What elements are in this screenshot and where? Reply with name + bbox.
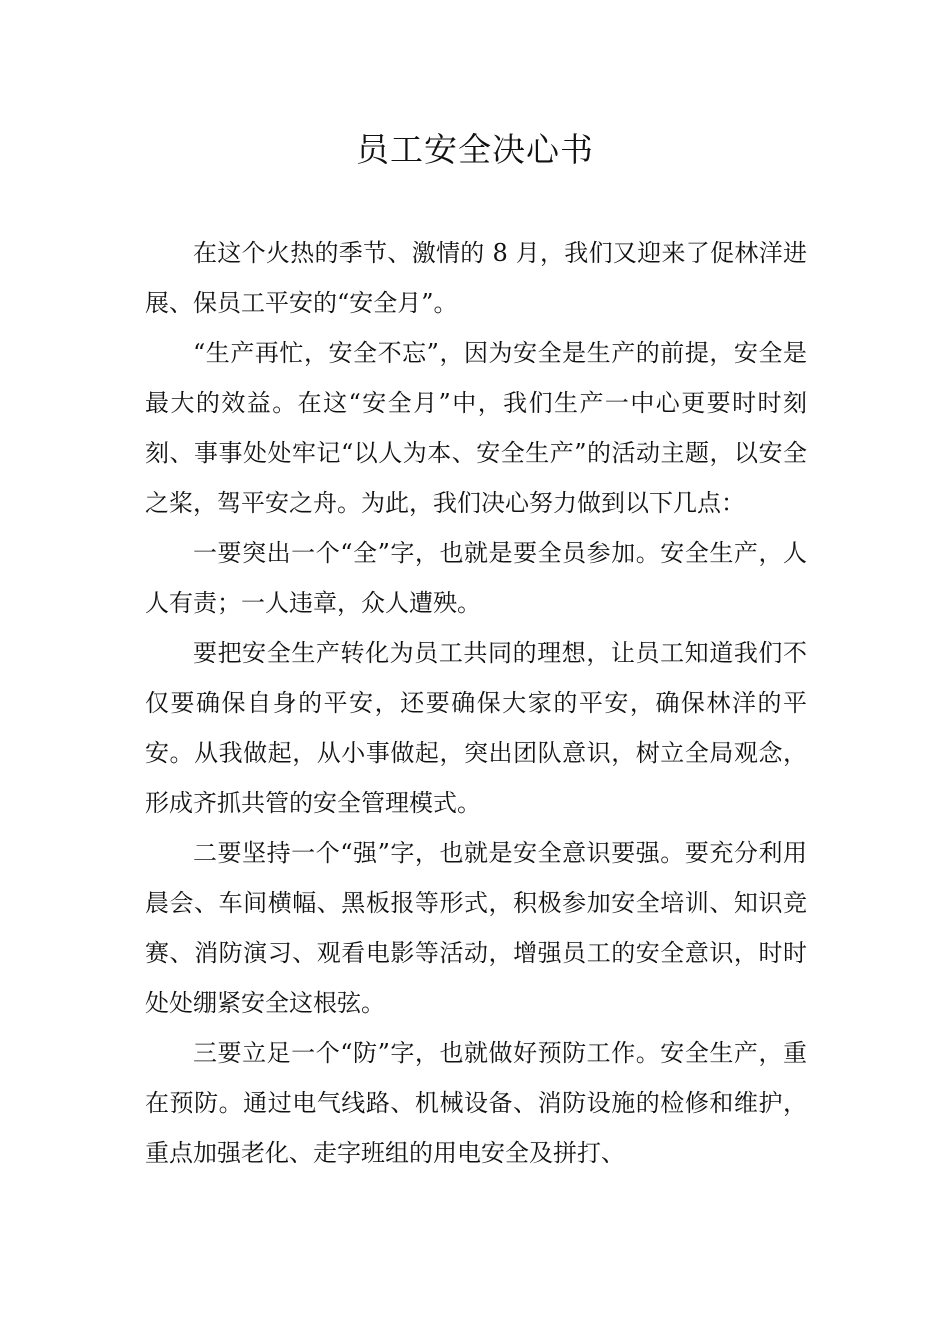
paragraph-point-two: 二要坚持一个“强”字，也就是安全意识要强。要充分利用晨会、车间横幅、黑板报等形式，积极参加安全培训、知识竞赛、消防演习、观看电影等活动，增强员工的安全意识，时时处处绷紧安全这根弦。: [145, 839, 807, 1017]
paragraph-point-one-detail: 要把安全生产转化为员工共同的理想，让员工知道我们不仅要确保自身的平安，还要确保大家的平安，确保林洋的平安。从我做起，从小事做起，突出团队意识，树立全局观念，形成齐抓共管的安全管理模式。: [145, 639, 807, 817]
document-title: 员工安全决心书: [356, 130, 594, 169]
paragraph-point-one: 一要突出一个“全”字，也就是要全员参加。安全生产，人人有责；一人违章，众人遭殃。: [145, 539, 807, 617]
paragraph-point-three: 三要立足一个“防”字，也就做好预防工作。安全生产，重在预防。通过电气线路、机械设备、消防设施的检修和维护，重点加强老化、走字班组的用电安全及拼打、: [145, 1039, 807, 1167]
document-body: [145, 228, 807, 1178]
paragraph-slogan: “生产再忙，安全不忘”，因为安全是生产的前提，安全是最大的效益。在这“安全月”中，我们生产一中心更要时时刻刻、事事处处牢记“以人为本、安全生产”的活动主题，以安全之桨，驾平安之舟。为此，我们决心努力做到以下几点：: [145, 339, 807, 517]
paragraph-intro: 在这个火热的季节、激情的 8 月，我们又迎来了促林洋进展、保员工平安的“安全月”。: [145, 239, 807, 317]
